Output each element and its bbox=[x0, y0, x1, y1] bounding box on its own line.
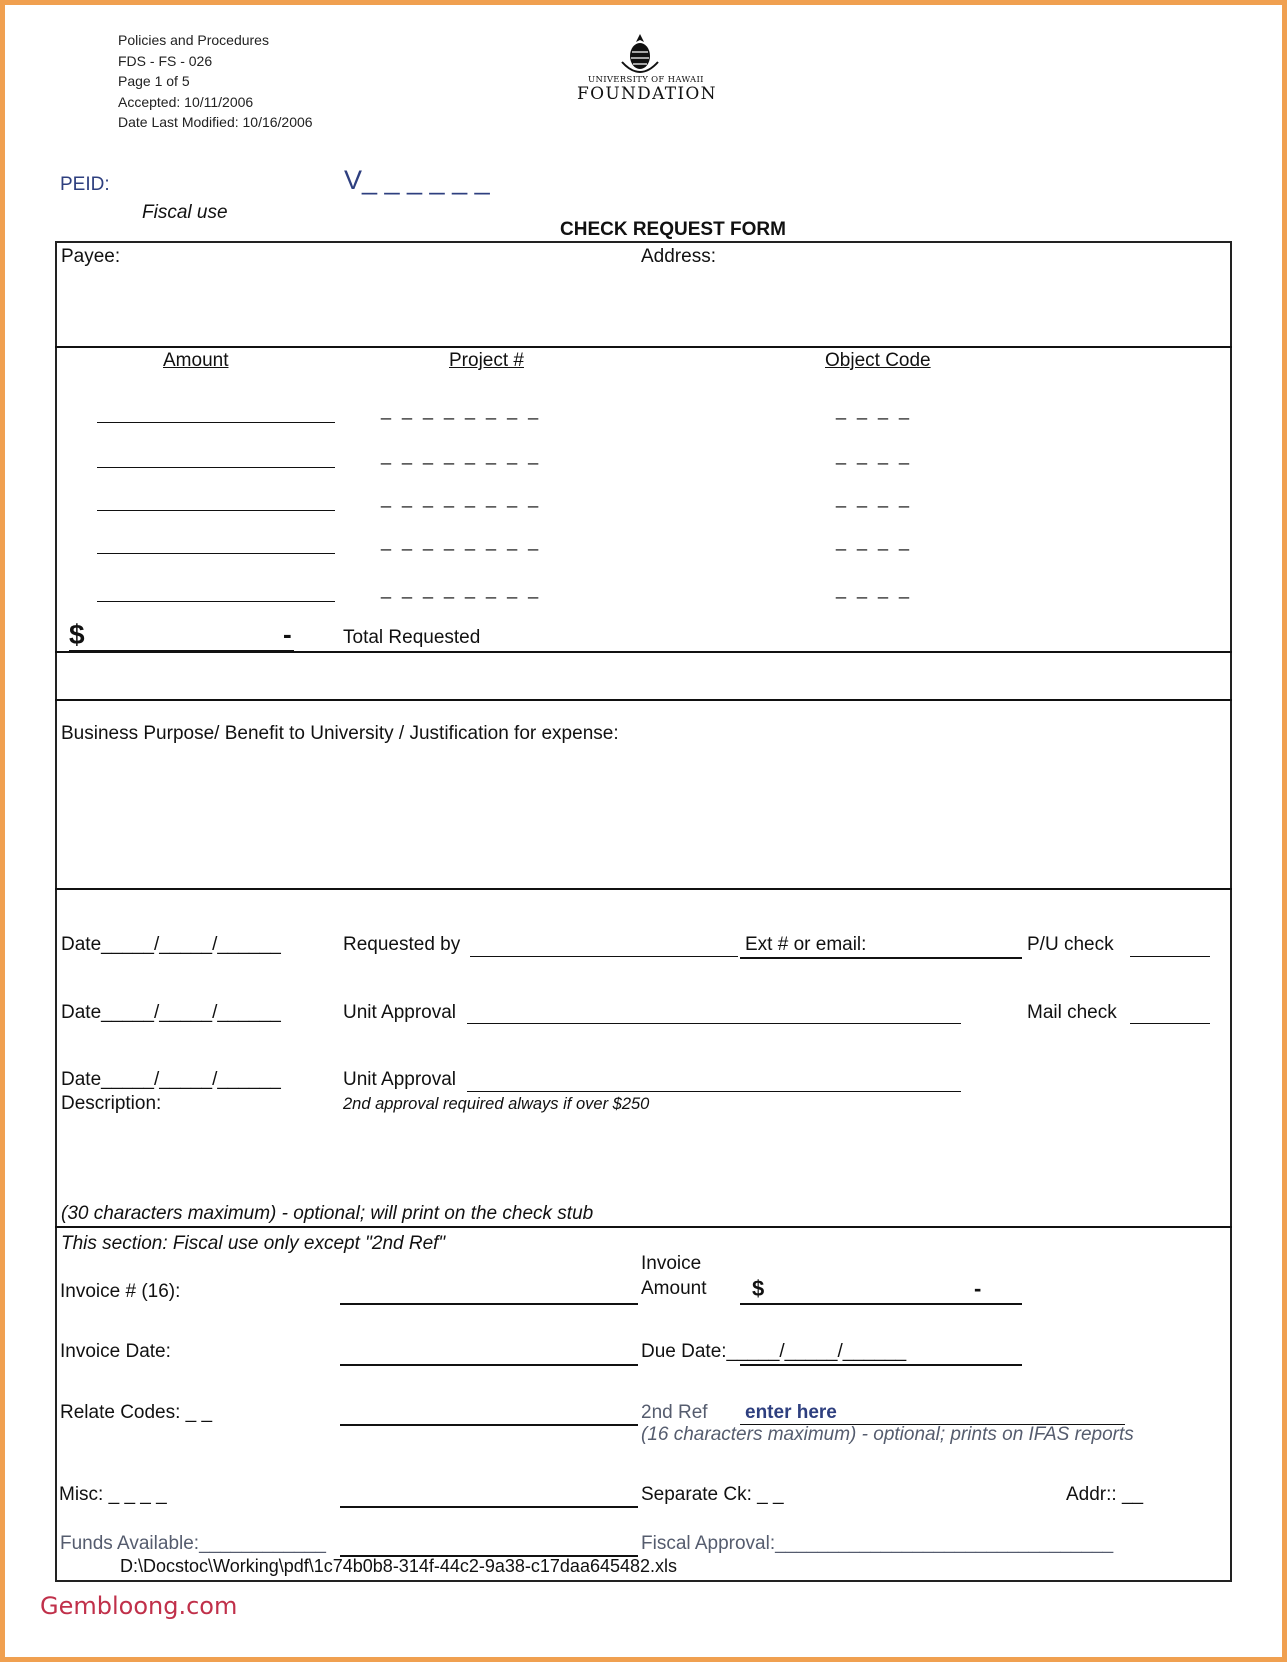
date-field[interactable]: Date_____/_____/______ bbox=[61, 934, 281, 955]
mail-check-label: Mail check bbox=[1027, 1002, 1117, 1023]
ext-email-field[interactable] bbox=[740, 957, 1022, 959]
unit-approval-label: Unit Approval bbox=[343, 1002, 457, 1023]
total-dollar-sign: $ bbox=[69, 619, 85, 650]
project-header: Project # bbox=[449, 350, 524, 371]
section-divider bbox=[55, 699, 1232, 701]
invoice-amount-label-2: Amount bbox=[641, 1278, 707, 1299]
address-label: Address: bbox=[641, 246, 716, 267]
fiscal-use-label: Fiscal use bbox=[142, 202, 228, 223]
peid-label: PEID: bbox=[60, 174, 110, 195]
amount-field[interactable] bbox=[97, 553, 335, 554]
logo-small-text: UNIVERSITY OF HAWAII bbox=[588, 75, 704, 85]
object-code-field[interactable]: _ _ _ _ bbox=[836, 488, 913, 508]
due-date-underline bbox=[740, 1364, 1022, 1366]
payee-label: Payee: bbox=[61, 246, 121, 267]
object-code-field[interactable]: _ _ _ _ bbox=[836, 579, 913, 599]
object-code-field[interactable]: _ _ _ _ bbox=[836, 531, 913, 551]
misc-field[interactable] bbox=[340, 1506, 638, 1508]
invoice-number-field[interactable] bbox=[340, 1303, 638, 1305]
pu-check-field[interactable] bbox=[1130, 956, 1210, 957]
foundation-logo bbox=[565, 32, 715, 104]
mail-check-field[interactable] bbox=[1130, 1023, 1210, 1024]
total-dash: - bbox=[283, 619, 292, 649]
invoice-amount-dash: - bbox=[974, 1276, 982, 1301]
amount-header: Amount bbox=[163, 350, 229, 371]
description-label: Description: bbox=[61, 1093, 162, 1114]
invoice-amount-label-1: Invoice bbox=[641, 1253, 702, 1274]
section-divider bbox=[55, 346, 1232, 348]
pu-check-label: P/U check bbox=[1027, 934, 1114, 955]
object-code-header: Object Code bbox=[825, 350, 931, 371]
invoice-date-label: Invoice Date: bbox=[60, 1341, 171, 1362]
watermark: Gembloong.com bbox=[40, 1592, 238, 1620]
relate-codes-label[interactable]: Relate Codes: _ _ bbox=[60, 1402, 213, 1423]
fiscal-section-note: This section: Fiscal use only except "2nd Ref" bbox=[61, 1233, 446, 1254]
unit-approval-field[interactable] bbox=[467, 1023, 961, 1024]
header-line: Accepted: 10/11/2006 bbox=[118, 93, 254, 110]
char-limit-note: (30 characters maximum) - optional; will print on the check stub bbox=[61, 1203, 594, 1224]
relate-codes-field[interactable] bbox=[340, 1424, 638, 1426]
form-box bbox=[55, 241, 1232, 1582]
unit-approval-2-field[interactable] bbox=[467, 1091, 961, 1092]
separate-ck-label[interactable]: Separate Ck: _ _ bbox=[641, 1484, 784, 1505]
second-approval-note: 2nd approval required always if over $250 bbox=[343, 1095, 650, 1113]
invoice-date-field[interactable] bbox=[340, 1364, 638, 1366]
funds-available-label[interactable]: Funds Available:____________ bbox=[60, 1533, 326, 1554]
project-field[interactable]: _ _ _ _ _ _ _ _ bbox=[381, 400, 542, 420]
header-line: FDS - FS - 026 bbox=[118, 52, 213, 69]
fiscal-approval-label[interactable]: Fiscal Approval:________________________________ bbox=[641, 1533, 1114, 1554]
amount-field[interactable] bbox=[97, 601, 335, 602]
date-field[interactable]: Date_____/_____/______ bbox=[61, 1002, 281, 1023]
project-field[interactable]: _ _ _ _ _ _ _ _ bbox=[381, 531, 542, 551]
unit-approval-2-label: Unit Approval bbox=[343, 1069, 457, 1090]
invoice-number-label: Invoice # (16): bbox=[60, 1281, 181, 1302]
misc-label[interactable]: Misc: _ _ _ _ bbox=[59, 1484, 167, 1505]
requested-by-field[interactable] bbox=[470, 956, 738, 957]
project-field[interactable]: _ _ _ _ _ _ _ _ bbox=[381, 579, 542, 599]
object-code-field[interactable]: _ _ _ _ bbox=[836, 445, 913, 465]
amount-field[interactable] bbox=[97, 467, 335, 468]
section-divider bbox=[55, 1226, 1232, 1228]
logo-big-text: FOUNDATION bbox=[577, 84, 717, 104]
header-info bbox=[118, 30, 313, 133]
date-field[interactable]: Date_____/_____/______ bbox=[61, 1069, 281, 1090]
invoice-amount-dollar: $ bbox=[752, 1276, 765, 1301]
business-purpose-label: Business Purpose/ Benefit to University / Justification for expense: bbox=[61, 723, 619, 744]
total-requested-label: Total Requested bbox=[343, 627, 481, 648]
pineapple-icon bbox=[620, 32, 660, 76]
form-title: CHECK REQUEST FORM bbox=[560, 219, 786, 240]
peid-value[interactable]: V_ _ _ _ _ _ bbox=[344, 165, 490, 195]
header-line: Policies and Procedures bbox=[118, 32, 269, 48]
addr-label[interactable]: Addr:: __ bbox=[1066, 1484, 1144, 1505]
object-code-field[interactable]: _ _ _ _ bbox=[836, 400, 913, 420]
requested-by-label: Requested by bbox=[343, 934, 461, 955]
file-path: D:\Docstoc\Working\pdf\1c74b0b8-314f-44c2-9a38-c17daa645482.xls bbox=[120, 1556, 678, 1576]
amount-field[interactable] bbox=[97, 422, 335, 423]
section-divider bbox=[55, 888, 1232, 890]
section-divider bbox=[55, 651, 1232, 653]
amount-field[interactable] bbox=[97, 510, 335, 511]
project-field[interactable]: _ _ _ _ _ _ _ _ bbox=[381, 445, 542, 465]
invoice-amount-field[interactable] bbox=[740, 1303, 1022, 1305]
header-line: Date Last Modified: 10/16/2006 bbox=[118, 114, 313, 130]
second-ref-input[interactable]: enter here bbox=[745, 1402, 837, 1423]
due-date-field[interactable]: Due Date:_____/_____/______ bbox=[641, 1341, 907, 1362]
ext-email-label: Ext # or email: bbox=[745, 934, 867, 955]
second-ref-label: 2nd Ref bbox=[641, 1402, 708, 1423]
header-line: Page 1 of 5 bbox=[118, 73, 190, 89]
project-field[interactable]: _ _ _ _ _ _ _ _ bbox=[381, 488, 542, 508]
ref-char-note: (16 characters maximum) - optional; prints on IFAS reports bbox=[641, 1424, 1134, 1445]
